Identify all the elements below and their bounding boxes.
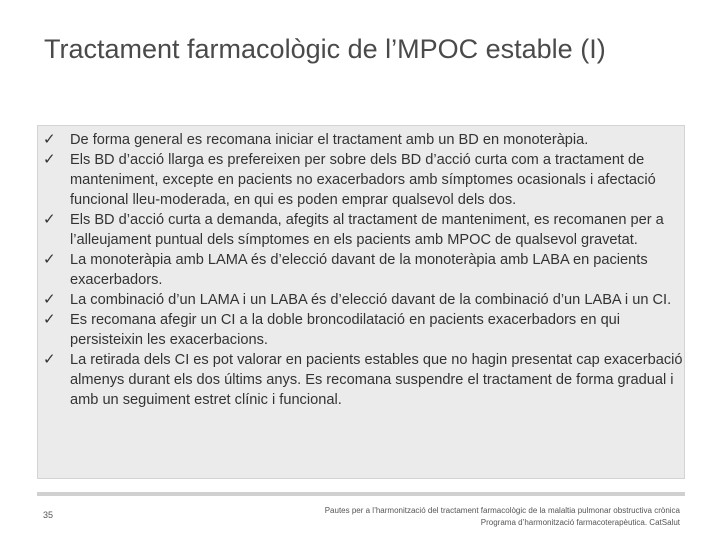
footer-divider	[37, 492, 685, 496]
check-mark-icon: ✓	[43, 131, 56, 148]
check-mark-icon: ✓	[43, 291, 56, 308]
check-mark-icon: ✓	[43, 311, 56, 328]
check-mark-icon: ✓	[43, 211, 56, 228]
check-mark-icon: ✓	[43, 251, 56, 268]
check-mark-icon: ✓	[43, 351, 56, 368]
bullet-text: Els BD d’acció curta a demanda, afegits al tractament de manteniment, es recomanen per a l’alleujament puntual dels símptomes en els pacients amb MPOC de qualsevol gravetat.	[70, 212, 664, 248]
list-item	[43, 350, 683, 410]
footer-line-2: Programa d’harmonització farmacoterapèutica. CatSalut	[480, 518, 680, 527]
list-item	[43, 210, 683, 250]
list-item	[43, 250, 683, 290]
bullet-text: De forma general es recomana iniciar el tractament amb un BD en monoteràpia.	[70, 132, 589, 148]
bullet-text: La combinació d’un LAMA i un LABA és d’elecció davant de la combinació d’un LABA i un CI.	[70, 292, 672, 308]
list-item	[43, 290, 683, 310]
bullet-text: Es recomana afegir un CI a la doble broncodilatació en pacients exacerbadors en qui persisteixin les exacerbacions.	[70, 312, 621, 348]
bullet-list	[43, 130, 683, 410]
page-number: 35	[43, 510, 54, 520]
bullet-text: Els BD d’acció llarga es prefereixen per sobre dels BD d’acció curta com a tractament de manteniment, excepte en pacients no exacerbadors amb símptomes ocasionals i afectació funcional lleu-moderada, en qui es poden emprar qualsevol dels dos.	[70, 152, 656, 208]
bullet-text: La retirada dels CI es pot valorar en pacients estables que no hagin presentat cap exacerbació almenys durant els dos últims anys. Es recomana suspendre el tractament de forma gradual i amb un seguiment estret clínic i funcional.	[70, 352, 683, 408]
list-item	[43, 130, 683, 150]
footer-line-1: Pautes per a l’harmonització del tractament farmacològic de la malaltia pulmonar obstructiva crònica	[324, 506, 680, 515]
list-item	[43, 150, 683, 210]
footer-credit	[325, 505, 680, 529]
slide-title: Tractament farmacològic de l’MPOC estable (I)	[44, 34, 606, 64]
bullet-text: La monoteràpia amb LAMA és d’elecció davant de la monoteràpia amb LABA en pacients exacerbadors.	[70, 252, 648, 288]
list-item	[43, 310, 683, 350]
check-mark-icon: ✓	[43, 151, 56, 168]
